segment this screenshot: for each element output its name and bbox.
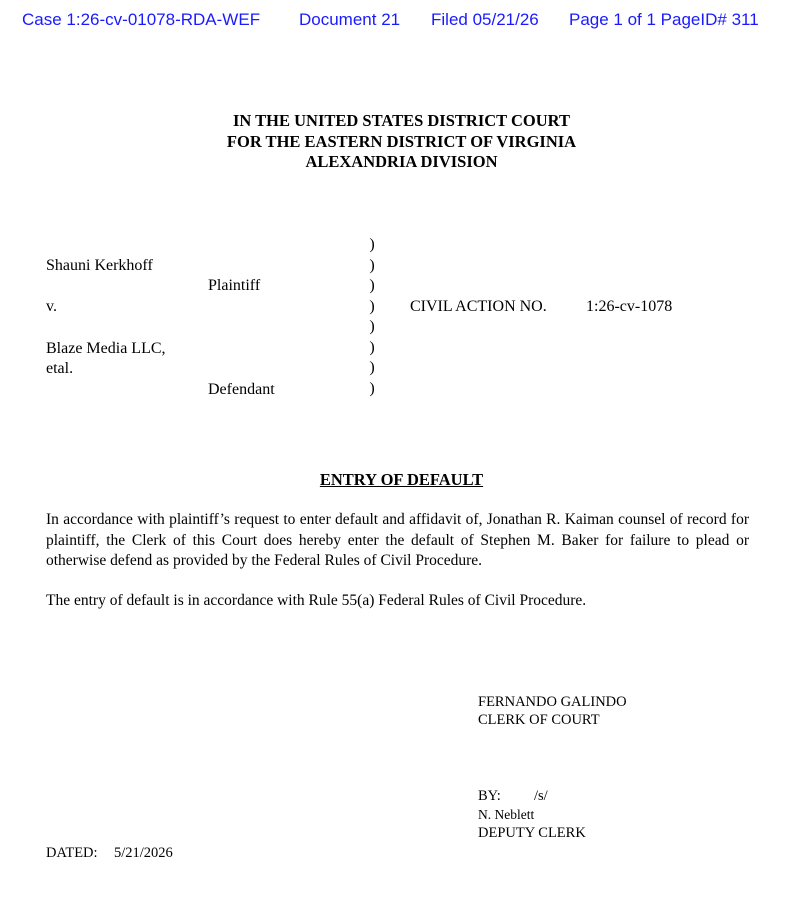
court-line-2: FOR THE EASTERN DISTRICT OF VIRGINIA — [226, 131, 577, 151]
paren: ) — [369, 236, 375, 253]
by-label: BY: — [478, 788, 501, 804]
civil-action-label: CIVIL ACTION NO. — [410, 298, 547, 315]
dated-value: 5/21/2026 — [114, 845, 173, 861]
deputy-name: N. Neblett — [478, 807, 535, 822]
paren: ) — [369, 297, 375, 315]
paren: ) — [369, 256, 375, 274]
paren: ) — [369, 277, 375, 294]
caption-divider — [367, 235, 377, 399]
clerk-title: CLERK OF COURT — [478, 712, 600, 728]
paren: ) — [369, 338, 375, 356]
court-heading — [0, 111, 803, 173]
paren: ) — [369, 379, 375, 397]
document-number: Document 21 — [299, 10, 401, 29]
filed-date: Filed 05/21/26 — [431, 10, 539, 29]
filing-header — [0, 10, 803, 34]
plaintiff-label: Plaintiff — [208, 277, 261, 294]
plaintiff-name: Shauni Kerkhoff — [46, 257, 153, 274]
versus: v. — [46, 298, 57, 315]
defendant-name-line-2: etal. — [46, 360, 74, 377]
paren: ) — [369, 359, 375, 376]
court-line-3: ALEXANDRIA DIVISION — [305, 152, 498, 171]
civil-action-number: 1:26-cv-1078 — [586, 298, 673, 315]
court-line-1: IN THE UNITED STATES DISTRICT COURT — [232, 111, 570, 130]
page-info: Page 1 of 1 PageID# 311 — [569, 10, 759, 29]
clerk-name: FERNANDO GALINDO — [478, 694, 627, 710]
entry-title: ENTRY OF DEFAULT — [319, 470, 484, 489]
signature-mark: /s/ — [534, 788, 548, 804]
case-number: Case 1:26-cv-01078-RDA-WEF — [22, 10, 261, 29]
defendant-label: Defendant — [208, 381, 275, 398]
paren: ) — [369, 318, 375, 335]
dated-label: DATED: — [46, 845, 98, 861]
entry-paragraph-1: In accordance with plaintiff’s request to enter default and affidavit of, Jonathan R. Kaiman counsel of record for plaintiff, the Clerk of this Court does hereby enter the default of Stephen M. Baker for failure to plead or otherwise defend as provided by the Federal Rules of Civil Procedure. — [46, 511, 749, 569]
defendant-name-line-1: Blaze Media LLC, — [46, 340, 166, 357]
deputy-title: DEPUTY CLERK — [478, 825, 586, 841]
entry-paragraph-2: The entry of default is in accordance with Rule 55(a) Federal Rules of Civil Procedure. — [46, 592, 587, 609]
